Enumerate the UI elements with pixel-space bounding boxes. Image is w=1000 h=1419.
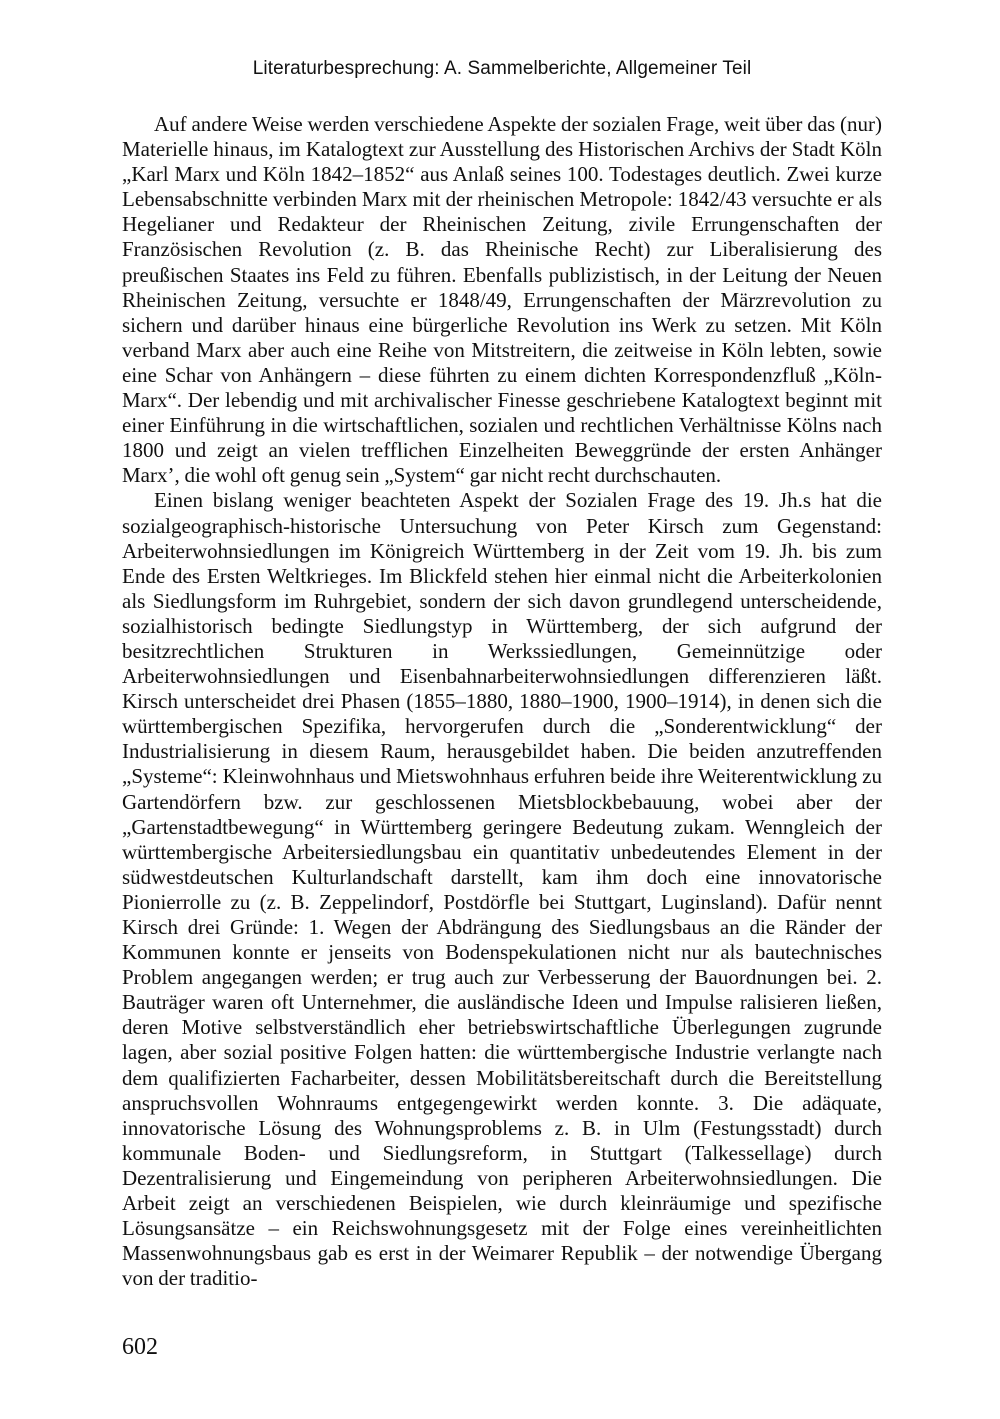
document-page [122, 0, 882, 1419]
page-number: 602 [122, 1334, 158, 1360]
running-head: Literaturbesprechung: A. Sammelberichte, Allgemeiner Teil [252, 58, 752, 79]
paragraph-marx-koeln: Auf andere Weise werden verschiedene Aspekte der sozialen Frage, weit über das (nur) Materielle hinaus, im Katalogtext zur Ausstellung des Historischen Archivs der Stadt Köln „Karl Marx und Köln 1842–1852“ aus Anlaß seines 100. Todestages deutlich. Zwei kurze Lebensabschnitte verbinden Marx mit der rheinischen Metropole: 1842/43 versuchte er als Hegelianer und Redakteur der Rheinischen Zeitung, zivile Errungenschaften der Französischen Revolution (z. B. das Rheinische Recht) zur Liberalisierung des preußischen Staates ins Feld zu führen. Ebenfalls publizistisch, in der Leitung der Neuen Rheinischen Zeitung, versuchte er 1848/49, Errungenschaften der Märzrevolution zu sichern und darüber hinaus eine bürgerliche Revolution ins Werk zu setzen. Mit Köln verband Marx aber auch eine Reihe von Mitstreitern, die zeitweise in Köln lebten, sowie eine Schar von Anhängern – diese führten zu einem dichten Korrespondenzfluß „Köln-Marx“. Der lebendig und mit archivalischer Finesse geschriebene Katalogtext beginnt mit einer Einführung in die wirtschaftlichen, sozialen und rechtlichen Verhältnisse Kölns nach 1800 und zeigt an vielen trefflichen Einzelheiten Beweggründe der ersten Anhänger Marx’, die wohl oft genug sein „System“ gar nicht recht durchschauten. [122, 112, 882, 488]
paragraph-arbeiterwohnsiedlungen: Einen bislang weniger beachteten Aspekt der Sozialen Frage des 19. Jh.s hat die sozialgeographisch-historische Untersuchung von Peter Kirsch zum Gegenstand: Arbeiterwohnsiedlungen im Königreich Württemberg in der Zeit vom 19. Jh. bis zum Ende des Ersten Weltkrieges. Im Blickfeld stehen hier einmal nicht die Arbeiterkolonien als Siedlungsform im Ruhrgebiet, sondern der sich davon grundlegend unterscheidende, sozialhistorisch bedingte Siedlungstyp in Württemberg, der sich aufgrund der besitzrechtlichen Strukturen in Werkssiedlungen, Gemeinnützige oder Arbeiterwohnsiedlungen und Eisenbahnarbeiterwohnsiedlungen differenzieren läßt. Kirsch unterscheidet drei Phasen (1855–1880, 1880–1900, 1900–1914), in denen sich die württembergischen Spezifika, hervorgerufen durch die „Sonderentwicklung“ der Industrialisierung in diesem Raum, herausgebildet haben. Die beiden anzutreffenden „Systeme“: Kleinwohnhaus und Mietswohnhaus erfuhren beide ihre Weiterentwicklung zu Gartendörfern bzw. zur geschlossenen Mietsblockbebauung, wobei aber der „Gartenstadtbewegung“ in Württemberg geringere Bedeutung zukam. Wenngleich der württembergische Arbeitersiedlungsbau ein quantitativ unbedeutendes Element in der südwestdeutschen Kulturlandschaft darstellt, kam ihm doch eine innovatorische Pionierrolle zu (z. B. Zeppelindorf, Postdörfle bei Stuttgart, Luginsland). Dafür nennt Kirsch drei Gründe: 1. Wegen der Abdrängung des Siedlungsbaus an die Ränder der Kommunen konnte er jenseits von Bodenspekulationen nicht nur als bautechnisches Problem angegangen werden; er trug auch zur Verbesserung der Bauordnungen bei. 2. Bauträger waren oft Unternehmer, die ausländische Ideen und Impulse ralisieren ließen, deren Motive selbstverständlich eher betriebswirtschaftliche Überlegungen zugrunde lagen, aber sozial positive Folgen hatten: die württembergische Industrie verlangte nach dem qualifizierten Facharbeiter, dessen Mobilitätsbereitschaft durch die Bereitstellung anspruchsvollen Wohnraums entgegengewirkt werden konnte. 3. Die adäquate, innovatorische Lösung des Wohnungsproblems z. B. in Ulm (Festungsstadt) durch kommunale Boden- und Siedlungsreform, in Stuttgart (Talkessellage) durch Dezentralisierung und Eingemeindung von peripheren Arbeiterwohnsiedlungen. Die Arbeit zeigt an verschiedenen Beispielen, wie durch kleinräumige und spezifische Lösungsansätze – ein Reichswohnungsgesetz mit der Folge eines vereinheitlichten Massenwohnungsbaus gab es erst in der Weimarer Republik – der notwendige Übergang von der traditio- [122, 488, 882, 1291]
body-text [122, 112, 882, 1291]
